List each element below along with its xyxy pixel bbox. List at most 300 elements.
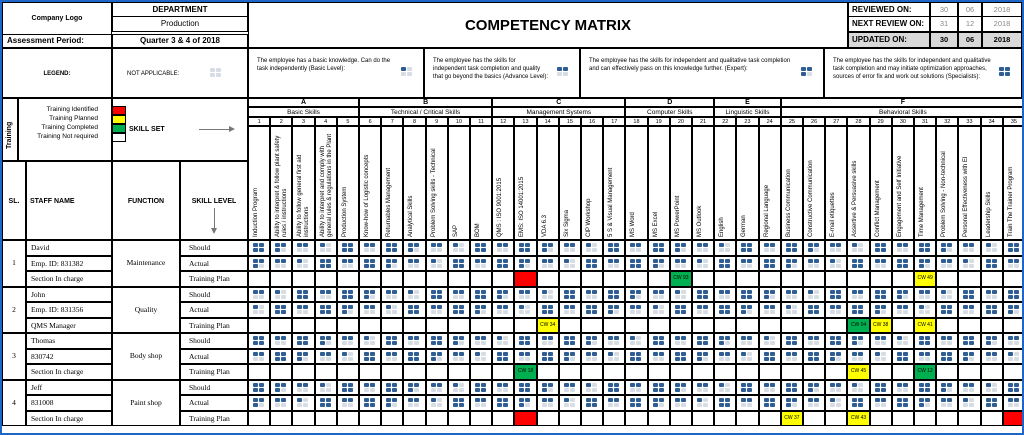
matrix-cell[interactable] [337,349,359,365]
matrix-cell[interactable] [292,302,314,318]
matrix-cell[interactable] [315,349,337,365]
skill-name-box [759,126,781,240]
matrix-cell[interactable] [603,333,625,349]
matrix-cell[interactable] [670,287,692,303]
matrix-cell[interactable] [315,302,337,318]
matrix-cell[interactable] [514,349,536,365]
matrix-cell[interactable] [714,240,736,256]
matrix-cell[interactable] [847,256,869,272]
matrix-cell[interactable] [981,380,1003,396]
matrix-cell[interactable] [670,302,692,318]
matrix-cell[interactable] [359,302,381,318]
matrix-cell[interactable] [359,395,381,411]
matrix-cell[interactable] [559,302,581,318]
matrix-cell[interactable] [958,395,980,411]
matrix-cell[interactable] [736,395,758,411]
matrix-cell[interactable] [426,302,448,318]
matrix-cell[interactable] [448,333,470,349]
matrix-cell[interactable] [803,395,825,411]
matrix-cell[interactable] [270,333,292,349]
matrix-cell[interactable] [870,302,892,318]
matrix-cell[interactable] [426,380,448,396]
matrix-cell[interactable] [892,256,914,272]
matrix-cell[interactable] [759,380,781,396]
matrix-cell[interactable] [426,349,448,365]
matrix-cell[interactable] [337,287,359,303]
matrix-cell[interactable] [492,333,514,349]
matrix-cell[interactable] [870,349,892,365]
matrix-cell[interactable] [359,380,381,396]
matrix-cell[interactable] [847,240,869,256]
matrix-cell[interactable] [514,380,536,396]
matrix-cell[interactable] [648,349,670,365]
matrix-cell[interactable] [648,240,670,256]
matrix-cell[interactable] [426,287,448,303]
matrix-cell[interactable] [315,395,337,411]
matrix-cell[interactable] [1003,302,1024,318]
matrix-cell[interactable] [825,287,847,303]
matrix-cell[interactable] [337,380,359,396]
matrix-cell[interactable] [981,395,1003,411]
matrix-cell[interactable] [714,349,736,365]
matrix-cell[interactable] [914,349,936,365]
training-plan-mark[interactable]: CW 43 [848,412,868,426]
matrix-cell[interactable] [492,287,514,303]
matrix-cell[interactable] [470,380,492,396]
matrix-cell[interactable] [514,256,536,272]
training-plan-mark[interactable]: CW 12 [915,365,935,379]
matrix-cell[interactable] [781,349,803,365]
matrix-cell[interactable] [470,333,492,349]
matrix-cell[interactable] [403,333,425,349]
matrix-cell[interactable] [803,380,825,396]
matrix-cell[interactable] [781,395,803,411]
matrix-cell[interactable] [870,240,892,256]
matrix-cell[interactable] [736,256,758,272]
matrix-cell[interactable] [537,395,559,411]
matrix-cell[interactable] [470,302,492,318]
matrix-cell[interactable] [292,380,314,396]
matrix-cell[interactable] [381,256,403,272]
skill-name-box [692,126,714,240]
matrix-cell[interactable] [958,333,980,349]
training-plan-mark[interactable]: CW 04 [848,319,868,333]
matrix-cell[interactable] [958,256,980,272]
matrix-cell[interactable] [870,333,892,349]
matrix-cell[interactable] [847,333,869,349]
matrix-cell [781,271,803,287]
matrix-cell[interactable] [603,240,625,256]
training-plan-mark[interactable]: CW 49 [915,272,935,286]
matrix-cell[interactable] [847,380,869,396]
matrix-cell[interactable] [870,380,892,396]
matrix-cell[interactable] [870,395,892,411]
matrix-cell[interactable] [625,240,647,256]
matrix-cell[interactable] [759,349,781,365]
matrix-cell[interactable] [714,380,736,396]
matrix-cell[interactable] [292,333,314,349]
matrix-cell[interactable] [514,395,536,411]
matrix-cell[interactable] [359,349,381,365]
matrix-cell[interactable] [492,395,514,411]
matrix-cell[interactable] [781,380,803,396]
matrix-cell[interactable] [847,287,869,303]
matrix-cell[interactable] [825,240,847,256]
matrix-cell[interactable] [248,287,270,303]
matrix-cell[interactable] [825,256,847,272]
matrix-cell[interactable] [559,287,581,303]
matrix-cell[interactable] [337,333,359,349]
matrix-cell[interactable] [426,256,448,272]
matrix-cell[interactable] [892,287,914,303]
matrix-cell[interactable] [736,287,758,303]
matrix-cell[interactable] [492,240,514,256]
matrix-cell[interactable] [292,287,314,303]
matrix-cell[interactable] [692,395,714,411]
matrix-cell[interactable] [337,240,359,256]
matrix-cell[interactable] [914,380,936,396]
matrix-cell[interactable] [692,380,714,396]
matrix-cell[interactable] [581,333,603,349]
matrix-cell[interactable] [1003,256,1024,272]
matrix-cell[interactable] [559,333,581,349]
matrix-cell[interactable] [825,302,847,318]
matrix-cell[interactable] [981,349,1003,365]
matrix-cell[interactable] [270,349,292,365]
matrix-cell[interactable] [981,256,1003,272]
matrix-cell[interactable] [403,256,425,272]
matrix-cell[interactable] [1003,395,1024,411]
matrix-cell[interactable] [670,395,692,411]
matrix-cell[interactable] [714,395,736,411]
matrix-cell[interactable] [537,349,559,365]
matrix-cell[interactable] [759,287,781,303]
matrix-cell[interactable] [514,287,536,303]
matrix-cell[interactable] [448,256,470,272]
matrix-cell[interactable] [892,395,914,411]
matrix-cell[interactable] [559,349,581,365]
matrix-cell[interactable] [337,302,359,318]
matrix-cell[interactable] [870,287,892,303]
matrix-cell[interactable] [426,240,448,256]
matrix-cell[interactable] [825,349,847,365]
matrix-cell[interactable] [603,395,625,411]
matrix-cell[interactable] [759,333,781,349]
matrix-cell[interactable] [847,302,869,318]
matrix-cell[interactable] [292,395,314,411]
matrix-cell[interactable] [892,302,914,318]
matrix-cell[interactable] [1003,240,1024,256]
matrix-cell[interactable] [825,333,847,349]
matrix-cell[interactable] [914,240,936,256]
matrix-cell[interactable] [381,349,403,365]
matrix-cell[interactable] [625,349,647,365]
matrix-cell[interactable] [936,395,958,411]
matrix-cell[interactable] [315,287,337,303]
matrix-cell[interactable] [958,287,980,303]
skill-number: 14 [544,119,551,125]
matrix-cell[interactable] [337,256,359,272]
matrix-cell[interactable] [825,395,847,411]
matrix-cell[interactable] [315,333,337,349]
matrix-cell[interactable] [914,302,936,318]
matrix-cell[interactable] [381,240,403,256]
matrix-cell[interactable] [714,333,736,349]
matrix-cell[interactable] [981,333,1003,349]
matrix-cell[interactable] [759,395,781,411]
matrix-cell[interactable] [292,240,314,256]
matrix-cell[interactable] [581,240,603,256]
matrix-cell[interactable] [892,240,914,256]
matrix-cell[interactable] [559,395,581,411]
matrix-cell[interactable] [537,256,559,272]
matrix-cell[interactable] [470,240,492,256]
matrix-cell[interactable] [581,380,603,396]
matrix-cell[interactable] [714,287,736,303]
matrix-cell[interactable] [448,302,470,318]
matrix-cell[interactable] [781,287,803,303]
matrix-cell[interactable] [870,256,892,272]
matrix-cell[interactable] [803,256,825,272]
matrix-cell[interactable] [670,349,692,365]
matrix-cell[interactable] [359,256,381,272]
matrix-cell[interactable] [381,302,403,318]
matrix-cell[interactable] [803,302,825,318]
matrix-cell[interactable] [470,287,492,303]
matrix-cell[interactable] [847,395,869,411]
matrix-cell[interactable] [537,302,559,318]
matrix-cell[interactable] [603,349,625,365]
matrix-cell[interactable] [426,395,448,411]
matrix-cell[interactable] [403,302,425,318]
matrix-cell[interactable] [248,380,270,396]
training-plan-mark[interactable] [515,412,535,426]
matrix-cell[interactable] [403,287,425,303]
matrix-cell[interactable] [914,395,936,411]
matrix-cell[interactable] [603,380,625,396]
matrix-cell[interactable] [537,240,559,256]
matrix-cell[interactable] [514,302,536,318]
matrix-cell[interactable] [492,380,514,396]
matrix-cell[interactable] [359,240,381,256]
matrix-cell[interactable] [315,380,337,396]
training-plan-mark[interactable]: CW 37 [782,412,802,426]
training-plan-mark[interactable]: CW 41 [915,319,935,333]
matrix-cell[interactable] [448,287,470,303]
matrix-cell[interactable] [270,240,292,256]
matrix-cell[interactable] [692,287,714,303]
matrix-cell[interactable] [936,333,958,349]
matrix-cell[interactable] [492,349,514,365]
matrix-cell[interactable] [981,287,1003,303]
matrix-cell[interactable] [958,349,980,365]
matrix-cell[interactable] [714,302,736,318]
matrix-cell[interactable] [936,256,958,272]
matrix-cell[interactable] [448,380,470,396]
matrix-cell[interactable] [714,256,736,272]
matrix-cell[interactable] [936,380,958,396]
matrix-cell[interactable] [559,380,581,396]
matrix-cell[interactable] [537,380,559,396]
matrix-cell[interactable] [759,256,781,272]
matrix-cell[interactable] [958,240,980,256]
matrix-cell[interactable] [936,240,958,256]
matrix-cell[interactable] [492,302,514,318]
matrix-cell[interactable] [315,240,337,256]
matrix-cell[interactable] [736,333,758,349]
matrix-cell[interactable] [936,349,958,365]
matrix-cell[interactable] [692,240,714,256]
matrix-cell[interactable] [1003,333,1024,349]
matrix-cell[interactable] [803,287,825,303]
matrix-cell[interactable] [337,395,359,411]
matrix-cell[interactable] [692,302,714,318]
matrix-cell[interactable] [1003,380,1024,396]
matrix-cell[interactable] [759,302,781,318]
matrix-cell[interactable] [448,240,470,256]
matrix-cell[interactable] [847,349,869,365]
matrix-cell[interactable] [670,240,692,256]
matrix-cell[interactable] [736,380,758,396]
matrix-cell[interactable] [403,349,425,365]
training-plan-mark[interactable] [1004,412,1024,426]
matrix-cell[interactable] [648,380,670,396]
matrix-cell[interactable] [936,302,958,318]
matrix-cell[interactable] [670,380,692,396]
matrix-cell[interactable] [403,395,425,411]
matrix-cell[interactable] [581,287,603,303]
matrix-cell[interactable] [958,380,980,396]
matrix-cell[interactable] [625,395,647,411]
matrix-cell[interactable] [625,380,647,396]
matrix-cell[interactable] [803,333,825,349]
matrix-cell[interactable] [559,240,581,256]
matrix-cell[interactable] [381,287,403,303]
matrix-cell[interactable] [537,287,559,303]
matrix-cell[interactable] [692,256,714,272]
matrix-cell[interactable] [781,240,803,256]
matrix-cell[interactable] [648,333,670,349]
matrix-cell[interactable] [803,240,825,256]
matrix-cell[interactable] [648,256,670,272]
matrix-cell[interactable] [470,256,492,272]
matrix-cell[interactable] [514,240,536,256]
matrix-cell[interactable] [781,333,803,349]
matrix-cell[interactable] [914,256,936,272]
matrix-cell[interactable] [892,349,914,365]
matrix-cell[interactable] [603,256,625,272]
matrix-cell[interactable] [803,349,825,365]
matrix-cell[interactable] [514,333,536,349]
matrix-cell[interactable] [759,240,781,256]
matrix-cell[interactable] [270,395,292,411]
matrix-cell[interactable] [581,395,603,411]
matrix-cell[interactable] [892,333,914,349]
matrix-cell[interactable] [448,395,470,411]
matrix-cell[interactable] [403,240,425,256]
matrix-cell[interactable] [914,287,936,303]
matrix-cell[interactable] [581,256,603,272]
matrix-cell[interactable] [892,380,914,396]
matrix-cell[interactable] [981,302,1003,318]
matrix-cell[interactable] [781,302,803,318]
matrix-cell[interactable] [248,302,270,318]
matrix-cell[interactable] [736,349,758,365]
skill-number-box [825,117,847,126]
matrix-cell[interactable] [736,302,758,318]
matrix-cell[interactable] [292,256,314,272]
matrix-cell[interactable] [248,333,270,349]
matrix-cell[interactable] [248,395,270,411]
matrix-cell[interactable] [270,256,292,272]
matrix-cell[interactable] [736,240,758,256]
training-plan-mark[interactable]: CW 18 [515,365,535,379]
matrix-cell[interactable] [270,302,292,318]
matrix-cell[interactable] [470,395,492,411]
matrix-cell[interactable] [470,349,492,365]
matrix-cell[interactable] [648,395,670,411]
matrix-cell[interactable] [625,333,647,349]
matrix-cell[interactable] [958,302,980,318]
matrix-cell[interactable] [1003,287,1024,303]
training-plan-mark[interactable]: CW 45 [848,365,868,379]
matrix-cell[interactable] [692,349,714,365]
matrix-cell[interactable] [381,333,403,349]
matrix-cell[interactable] [692,333,714,349]
matrix-cell[interactable] [914,333,936,349]
matrix-cell[interactable] [936,287,958,303]
matrix-cell[interactable] [537,333,559,349]
matrix-cell[interactable] [670,333,692,349]
matrix-cell[interactable] [581,302,603,318]
matrix-cell[interactable] [270,380,292,396]
matrix-cell[interactable] [625,256,647,272]
matrix-cell[interactable] [625,287,647,303]
matrix-cell[interactable] [270,287,292,303]
matrix-cell[interactable] [648,302,670,318]
matrix-cell[interactable] [825,380,847,396]
matrix-cell[interactable] [492,256,514,272]
matrix-cell[interactable] [781,256,803,272]
matrix-cell[interactable] [581,349,603,365]
matrix-cell[interactable] [359,333,381,349]
matrix-cell[interactable] [448,349,470,365]
matrix-cell[interactable] [381,395,403,411]
matrix-cell[interactable] [1003,349,1024,365]
matrix-cell[interactable] [559,256,581,272]
matrix-cell[interactable] [603,287,625,303]
matrix-cell[interactable] [403,380,425,396]
matrix-cell[interactable] [248,349,270,365]
matrix-cell[interactable] [625,302,647,318]
matrix-cell[interactable] [248,240,270,256]
matrix-cell[interactable] [248,256,270,272]
matrix-cell[interactable] [603,302,625,318]
matrix-cell[interactable] [981,240,1003,256]
matrix-cell[interactable] [648,287,670,303]
matrix-cell[interactable] [670,256,692,272]
matrix-cell[interactable] [292,349,314,365]
matrix-cell [403,318,425,334]
training-plan-mark[interactable]: CW 93 [671,272,691,286]
training-plan-mark[interactable]: CW 38 [871,319,891,333]
training-plan-mark[interactable]: CW 34 [538,319,558,333]
matrix-cell[interactable] [426,333,448,349]
matrix-cell[interactable] [381,380,403,396]
matrix-cell[interactable] [359,287,381,303]
training-plan-mark[interactable] [515,272,535,286]
matrix-cell[interactable] [315,256,337,272]
